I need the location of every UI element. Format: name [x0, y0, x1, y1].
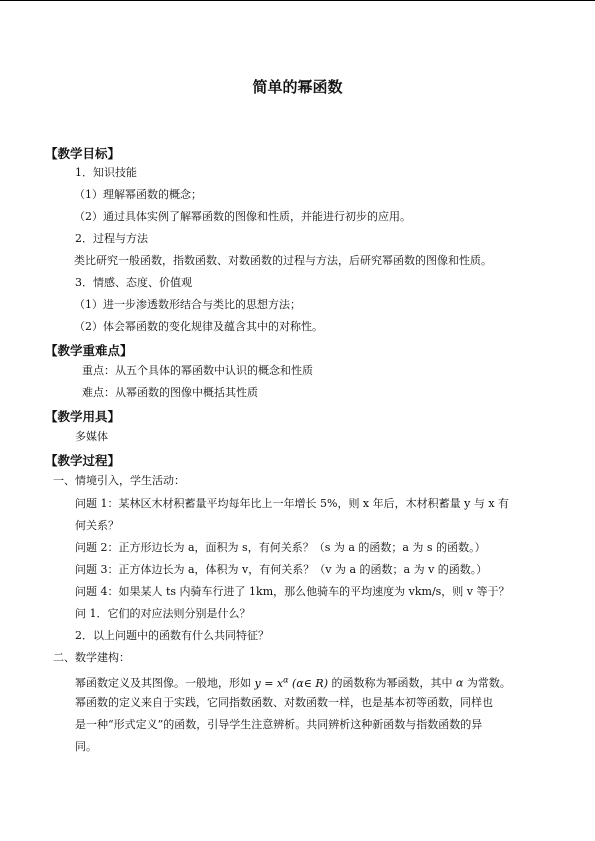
- definition-text: 为常数。: [466, 676, 511, 690]
- difficulty-item: 难点：从幂函数的图像中概括其性质: [82, 386, 258, 399]
- definition-paragraph-line: 是一种“形式定义”的函数，引导学生注意辨析。共同辨析这种新函数与指数函数的异: [75, 718, 483, 731]
- page-title: 简单的幂函数: [252, 78, 343, 96]
- page-top-rule: [0, 0, 595, 1]
- definition-paragraph-line: 幂函数的定义来自于实践，它同指数函数、对数函数一样，也是基本初等函数，同样也: [75, 696, 493, 709]
- goal-item: （1）进一步渗透数形结合与类比的思想方法；: [74, 298, 301, 311]
- section-heading-goals: 【教学目标】: [45, 146, 121, 161]
- question-1-continued: 何关系？: [75, 519, 119, 532]
- definition-text: 的函数称为幂函数，其中: [331, 676, 453, 690]
- question-1: 问题 1：某林区木材积蓄量平均每年比上一年增长 5%，则 x 年后，木材积蓄量 y 与 x 有: [75, 497, 510, 510]
- goal-item: 类比研究一般函数，指数函数、对数函数的过程与方法，后研究幂函数的图像和性质。: [74, 254, 492, 267]
- discussion-question-2: 2．以上问题中的函数有什么共同特征？: [75, 629, 269, 642]
- definition-paragraph-line: 同。: [75, 740, 97, 753]
- question-3: 问题 3：正方体边长为 a，体积为 v，有何关系？（v 为 a 的函数；a 为 v 的函数。）: [75, 563, 488, 576]
- definition-paragraph-line: [75, 673, 511, 691]
- section-heading-tools: 【教学用具】: [45, 409, 121, 424]
- goal-heading-process: 2．过程与方法: [75, 232, 148, 245]
- tool-item: 多媒体: [75, 430, 108, 443]
- alpha-symbol: α: [455, 676, 464, 690]
- question-4: 问题 4：如果某人 ts 内骑车行进了 1km，那么他骑车的平均速度为 vkm/s，则 v 等于？: [75, 585, 510, 598]
- goal-heading-attitude: 3．情感、态度、价值观: [75, 276, 192, 289]
- discussion-question-1: 问 1．它们的对应法则分别是什么？: [75, 607, 251, 620]
- goal-heading-knowledge: 1．知识技能: [75, 166, 137, 179]
- goal-item: （2）体会幂函数的变化规律及蕴含其中的对称性。: [74, 320, 323, 333]
- goal-item: （2）通过具体实例了解幂函数的图像和性质，并能进行初步的应用。: [74, 210, 411, 223]
- process-step-heading: 一、情境引入，学生活动：: [53, 474, 185, 487]
- power-function-formula: $y = x^\alpha$ (α∈ R): [254, 675, 328, 690]
- definition-text: 幂函数定义及其图像。一般地，形如: [75, 676, 251, 690]
- keypoint-item: 重点：从五个具体的幂函数中认识的概念和性质: [82, 364, 313, 377]
- section-heading-process: 【教学过程】: [45, 453, 121, 468]
- question-2: 问题 2：正方形边长为 a，面积为 s，有何关系？（s 为 a 的函数；a 为 s 的函数。）: [75, 541, 486, 554]
- section-heading-keypoints: 【教学重难点】: [45, 343, 133, 358]
- goal-item: （1）理解幂函数的概念；: [74, 188, 202, 201]
- process-step-heading: 二、数学建构：: [53, 651, 130, 664]
